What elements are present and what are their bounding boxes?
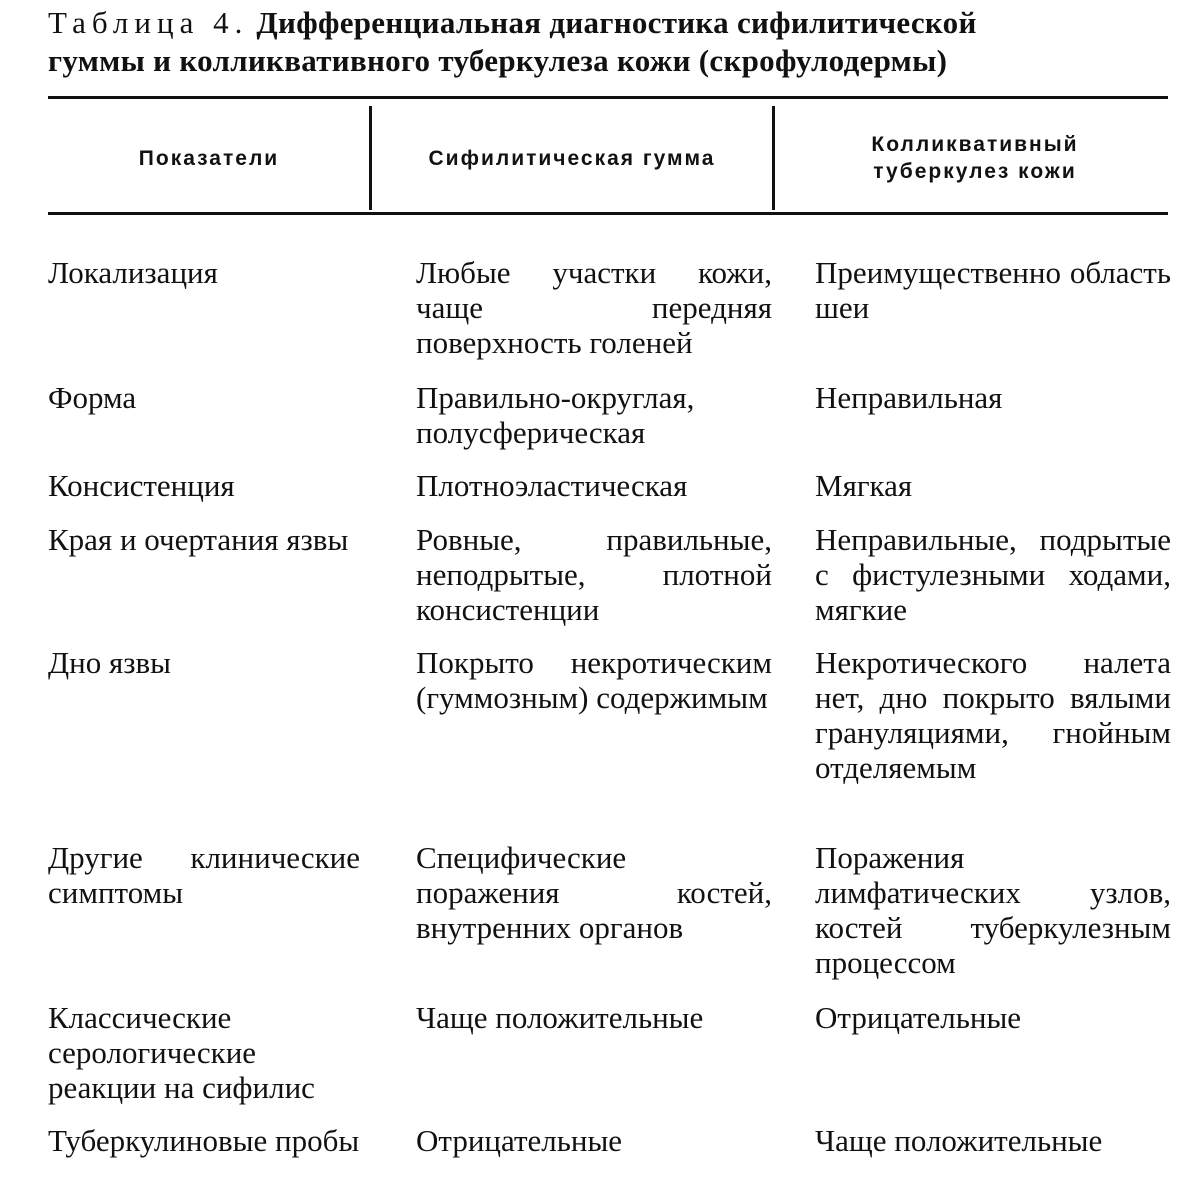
table-number-label: Таблица 4.	[48, 5, 249, 40]
header-divider-2	[772, 106, 775, 210]
table-top-rule	[48, 96, 1168, 99]
cell-syphilitic-gumma: Ровные, правильные, неподрытые, плотной консистенции	[416, 522, 772, 627]
cell-syphilitic-gumma: Правильно-округлая, полусферическая	[416, 380, 695, 450]
cell-colliquative-tb: Преимущественно область шеи	[815, 255, 1171, 325]
table-caption	[48, 4, 1170, 80]
cell-indicator: Туберкулиновые пробы	[48, 1123, 360, 1158]
cell-indicator: Форма	[48, 380, 137, 415]
cell-indicator: Края и очертания язвы	[48, 522, 349, 557]
cell-indicator: Другие клинические симптомы	[48, 840, 360, 910]
header-colliquative-tb: Колликвативный туберкулез кожи	[871, 133, 1079, 183]
cell-syphilitic-gumma: Любые участки кожи, чаще передняя поверхность голеней	[416, 255, 772, 360]
cell-colliquative-tb: Чаще положительные	[815, 1123, 1103, 1158]
cell-syphilitic-gumma: Плотноэластическая	[416, 468, 688, 503]
header-indicators: Показатели	[138, 146, 280, 170]
cell-colliquative-tb: Поражения лимфатических узлов, костей туберкулезным процессом	[815, 840, 1171, 980]
cell-colliquative-tb: Неправильные, подрытые с фистулезными ходами, мягкие	[815, 522, 1171, 627]
cell-indicator: Дно язвы	[48, 645, 171, 680]
cell-colliquative-tb: Некротического налета нет, дно покрыто вялыми грануляциями, гнойным отделяемым	[815, 645, 1171, 785]
cell-colliquative-tb: Неправильная	[815, 380, 1003, 415]
cell-indicator: Локализация	[48, 255, 218, 290]
cell-indicator: Классические серологические реакции на сифилис	[48, 1000, 315, 1105]
cell-syphilitic-gumma: Покрыто некротическим (гуммозным) содержимым	[416, 645, 772, 715]
cell-syphilitic-gumma: Чаще положительные	[416, 1000, 704, 1035]
cell-indicator: Консистенция	[48, 468, 235, 503]
cell-syphilitic-gumma: Отрицательные	[416, 1123, 623, 1158]
cell-syphilitic-gumma: Специфические поражения костей, внутренних органов	[416, 840, 772, 945]
header-syphilitic-gumma: Сифилитическая гумма	[428, 146, 716, 170]
table-title-line1: Дифференциальная диагностика сифилитической	[256, 5, 977, 40]
table-header-rule	[48, 212, 1168, 215]
cell-colliquative-tb: Мягкая	[815, 468, 913, 503]
cell-colliquative-tb: Отрицательные	[815, 1000, 1022, 1035]
table-title-line2: гуммы и колликвативного туберкулеза кожи (скрофулодермы)	[48, 43, 948, 78]
